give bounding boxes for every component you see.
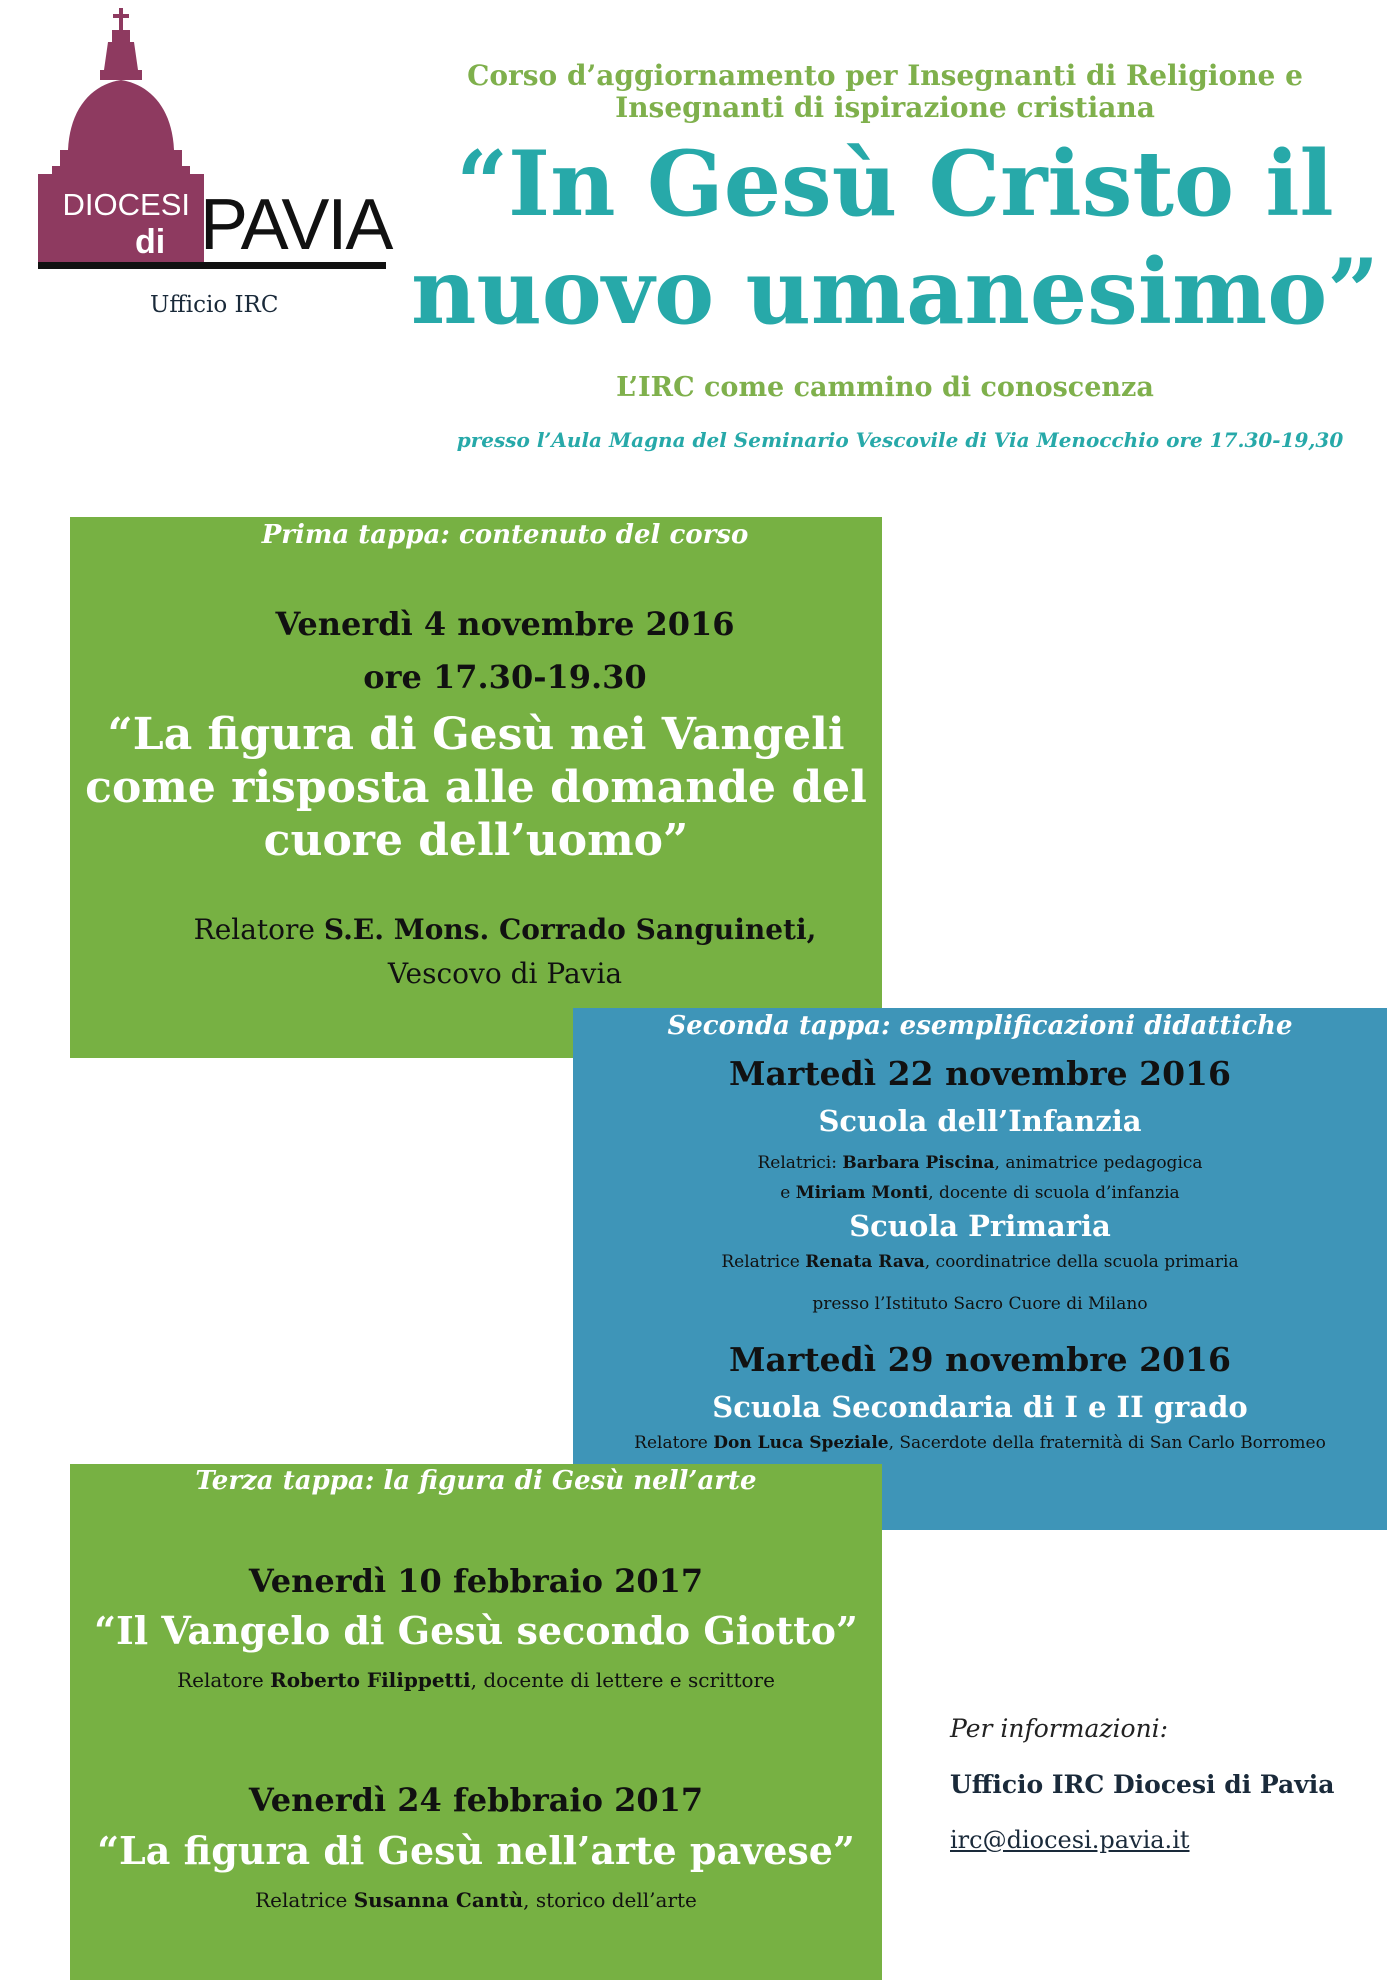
stage2-place: presso l’Istituto Sacro Cuore di Milano	[812, 1294, 1148, 1314]
stage1-time: ore 17.30-19.30	[363, 658, 647, 696]
stage2-infanzia-role1: , animatrice pedagogica	[994, 1153, 1203, 1173]
stage2-infanzia-role2: , docente di scuola d’infanzia	[928, 1183, 1180, 1203]
stage1-speaker-name: S.E. Mons. Corrado Sanguineti,	[323, 913, 817, 946]
stage1-label: Prima tappa: contenuto del corso	[261, 520, 749, 550]
stage3-sp1-role: , docente di lettere e scrittore	[470, 1668, 775, 1692]
stage1-title	[70, 708, 882, 867]
stage2-infanzia-heading: Scuola dell’Infanzia	[818, 1104, 1142, 1138]
contact-email-link[interactable]: irc@diocesi.pavia.it	[950, 1826, 1190, 1854]
stage2-primaria-prefix: Relatrice	[721, 1252, 800, 1272]
stage3-date2: Venerdì 24 febbraio 2017	[248, 1781, 704, 1819]
stage2-date1: Martedì 22 novembre 2016	[729, 1054, 1231, 1093]
stage2-secondaria-prefix: Relatore	[634, 1433, 708, 1453]
stage2-infanzia-speakers	[573, 1148, 1387, 1208]
stage3-sp2-role: , storico dell’arte	[523, 1888, 697, 1912]
stage2-primaria-heading: Scuola Primaria	[849, 1209, 1111, 1243]
subtitle: L’IRC come cammino di conoscenza	[616, 372, 1154, 403]
stage3-sp2-prefix: Relatrice	[255, 1888, 348, 1912]
stage3-date1: Venerdì 10 febbraio 2017	[248, 1562, 704, 1600]
stage2-infanzia-prefix: Relatrici:	[757, 1153, 837, 1173]
stage2-secondaria-heading: Scuola Secondaria di I e II grado	[712, 1390, 1248, 1424]
location-note: presso l’Aula Magna del Seminario Vescovile di Via Menocchio ore 17.30-19,30	[456, 428, 1344, 452]
course-heading	[420, 60, 1350, 124]
stage2-infanzia-name1: Barbara Piscina	[842, 1153, 995, 1173]
stage2-date2: Martedì 29 novembre 2016	[729, 1340, 1231, 1379]
stage3-title2: “La figura di Gesù nell’arte pavese”	[97, 1828, 855, 1873]
stage3-sp1-prefix: Relatore	[177, 1668, 264, 1692]
main-title-line1: “In Gesù Cristo il	[456, 131, 1334, 237]
stage2-label: Seconda tappa: esemplificazioni didattiche	[667, 1011, 1293, 1041]
stage3-speaker1	[70, 1668, 882, 1692]
stage1-date: Venerdì 4 novembre 2016	[275, 605, 735, 643]
stage2-infanzia-name2: Miriam Monti	[795, 1183, 929, 1203]
stage1-title-line3: cuore dell’uomo”	[263, 815, 689, 866]
stage3-speaker2	[70, 1888, 882, 1912]
stage2-secondaria-name: Don Luca Speziale	[713, 1433, 889, 1453]
stage2-primaria-speaker	[573, 1252, 1387, 1272]
stage1-speaker-prefix: Relatore	[193, 913, 315, 946]
logo-diocesi-text: DIOCESI	[62, 187, 190, 222]
main-title-line2: nuovo umanesimo”	[410, 239, 1380, 345]
logo-pavia-text: PAVIA	[200, 185, 392, 265]
stage3-label: Terza tappa: la figura di Gesù nell’arte	[195, 1466, 757, 1496]
stage3-sp2-name: Susanna Cantù	[353, 1888, 524, 1912]
stage1-speaker-role: Vescovo di Pavia	[387, 957, 623, 990]
stage1-title-line1: “La figura di Gesù nei Vangeli	[107, 709, 845, 760]
course-heading-line2: Insegnanti di ispirazione cristiana	[615, 91, 1155, 124]
office-label: Ufficio IRC	[150, 292, 279, 318]
stage1-title-line2: come risposta alle domande del	[85, 762, 867, 813]
main-title	[405, 130, 1385, 346]
contact-office: Ufficio IRC Diocesi di Pavia	[950, 1770, 1335, 1799]
logo-di-text: di	[135, 223, 166, 261]
stage2-secondaria-speaker	[573, 1433, 1387, 1453]
course-heading-line1: Corso d’aggiornamento per Insegnanti di Religione e	[467, 59, 1303, 92]
stage3-sp1-name: Roberto Filippetti	[270, 1668, 471, 1692]
stage2-infanzia-and: e	[780, 1183, 791, 1203]
stage1-speaker	[70, 908, 940, 996]
stage2-primaria-name: Renata Rava	[805, 1252, 925, 1272]
stage2-secondaria-role: , Sacerdote della fraternità di San Carlo Borromeo	[888, 1433, 1326, 1453]
contact-label: Per informazioni:	[950, 1714, 1169, 1743]
stage2-primaria-role: , coordinatrice della scuola primaria	[924, 1252, 1239, 1272]
stage3-title1: “Il Vangelo di Gesù secondo Giotto”	[94, 1608, 858, 1653]
